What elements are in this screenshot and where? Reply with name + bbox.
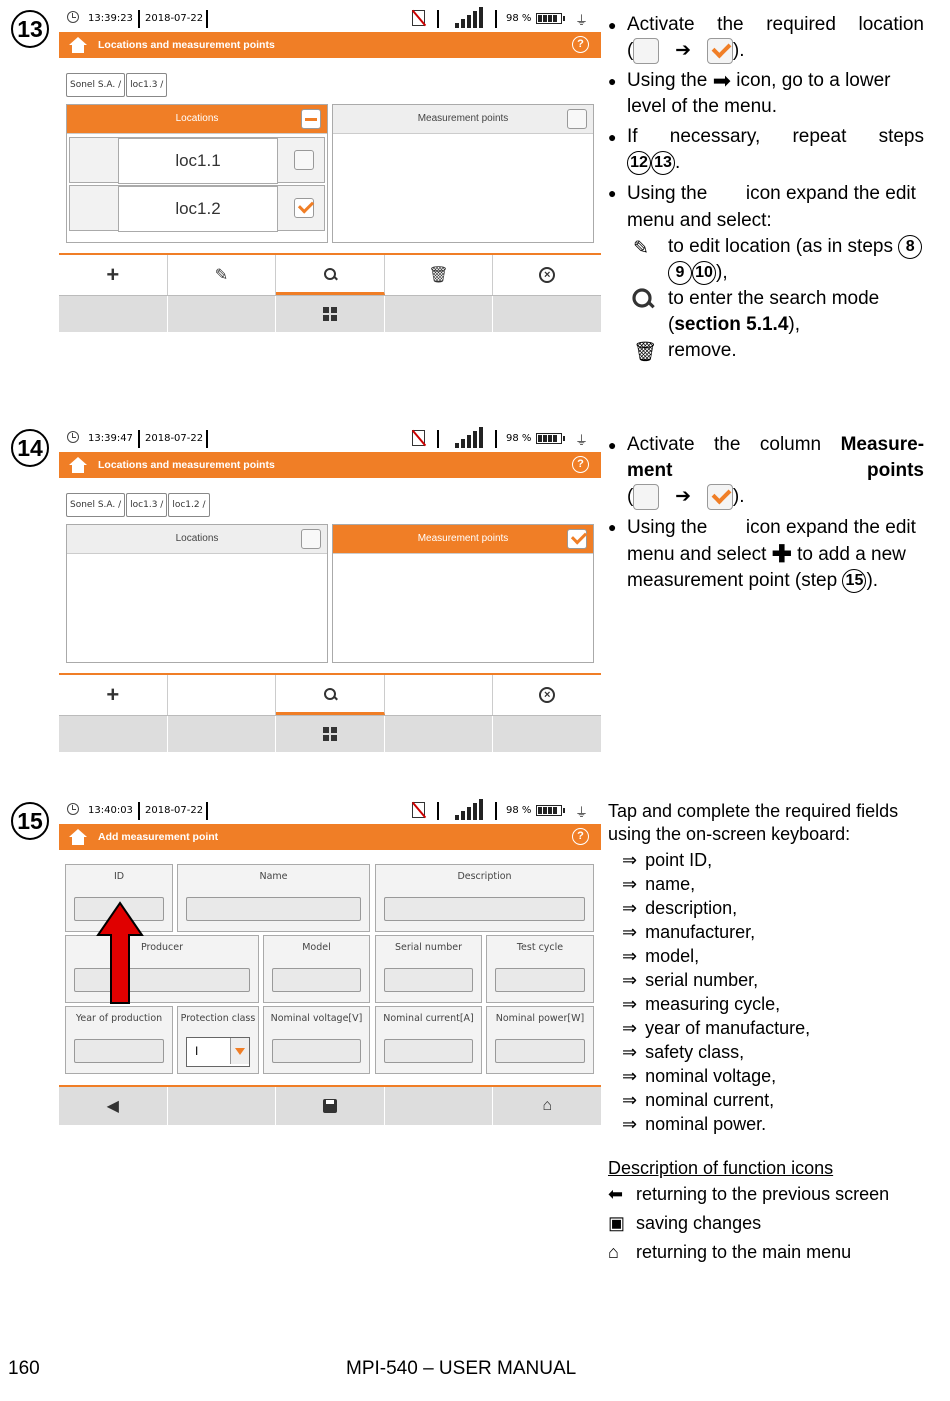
trash-icon: 🗑	[428, 267, 449, 284]
status-time: 13:39:23	[88, 13, 133, 24]
list-item[interactable]	[69, 185, 325, 231]
home-icon: ⌂	[542, 1097, 552, 1114]
step-number-13: 13	[11, 10, 49, 48]
memory-off-icon	[412, 802, 425, 818]
status-date: 2018-07-22	[145, 13, 204, 24]
arrow-left-icon: ⬅	[608, 1184, 624, 1204]
battery-percent: 98 %	[506, 433, 532, 444]
search-icon	[324, 688, 336, 700]
producer-field[interactable]: Producer	[65, 935, 259, 1003]
grid-icon	[323, 307, 337, 321]
screen-title: Locations and measurement points	[98, 459, 275, 471]
floppy-disk-icon	[323, 1099, 337, 1113]
locations-column-checkbox[interactable]	[301, 529, 321, 549]
home-button[interactable]	[493, 1087, 601, 1125]
protection-class-field[interactable]: Protection class I	[177, 1006, 259, 1074]
breadcrumb	[66, 73, 168, 97]
clock-icon	[67, 431, 79, 443]
search-icon	[632, 288, 651, 307]
page-number: 160	[8, 1358, 40, 1379]
sub-item: to enter the search mode (section 5.1.4),	[608, 286, 924, 338]
search-icon	[324, 268, 336, 280]
screen-title: Add measurement point	[98, 831, 219, 843]
checkbox-empty-icon	[633, 484, 659, 510]
list-item: ⇒ nominal voltage,	[622, 1066, 777, 1086]
grid-icon	[323, 727, 337, 741]
toolbar	[59, 673, 601, 752]
breadcrumb	[66, 493, 211, 517]
intro-text: Tap and complete the required fields using the on-screen keyboard:	[608, 801, 899, 844]
step13-instructions: ● Activate the required location ( ➔ ). ● Using the ➡ icon, go to a lower level of the menu. ● If necessary, repeat steps 12 13 . ● Using the icon expand the edit menu and select: ✎ to edit location (as in steps 89 10 ), to enter the search mode (section 5.1.4), 🗑 remove.	[608, 12, 924, 364]
list-item[interactable]	[69, 137, 325, 183]
locations-column-checkbox[interactable]	[301, 109, 321, 129]
plug-icon: ⏚	[575, 806, 589, 821]
device-screen-15	[59, 800, 601, 1126]
location-name: loc1.2	[118, 186, 278, 232]
locations-header[interactable]: Locations	[67, 525, 327, 554]
menu-button[interactable]	[276, 296, 385, 332]
list-item: ⇒ description,	[622, 898, 738, 918]
step14-instructions: ● Activate the column Measure-ment points ( ➔ ). ● Using the icon expand the edit menu and select ✚ to add a new measurement point (step 15 ).	[608, 432, 924, 594]
menu-button[interactable]	[276, 716, 385, 752]
help-icon[interactable]: ?	[572, 828, 589, 845]
screen-title: Locations and measurement points	[98, 39, 275, 51]
red-arrow-annotation	[95, 900, 145, 1006]
sub-item: 🗑 remove.	[608, 338, 924, 364]
status-date: 2018-07-22	[145, 433, 204, 444]
help-icon[interactable]: ?	[572, 456, 589, 473]
instruction-item: ● Using the ➡ icon, go to a lower level of the menu.	[608, 68, 924, 120]
status-bar	[59, 800, 601, 824]
location-name: loc1.1	[118, 138, 278, 184]
clock-icon	[67, 803, 79, 815]
battery-icon	[536, 433, 562, 444]
list-item: ⇒ point ID,	[622, 850, 713, 870]
list-item: ⇒ serial number,	[622, 970, 759, 990]
breadcrumb-item[interactable]: loc1.3 /	[126, 493, 167, 517]
toolbar	[59, 253, 601, 332]
checkbox-checked-icon	[707, 38, 733, 64]
status-date: 2018-07-22	[145, 805, 204, 816]
status-time: 13:40:03	[88, 805, 133, 816]
battery-icon	[536, 13, 562, 24]
add-button[interactable]	[59, 675, 168, 715]
year-of-production-field[interactable]: Year of production	[65, 1006, 173, 1074]
row-checkbox[interactable]	[294, 198, 314, 218]
locations-header[interactable]: Locations	[67, 105, 327, 134]
breadcrumb-item[interactable]: loc1.3 /	[126, 73, 167, 97]
measurement-points-header[interactable]: Measurement points	[333, 105, 593, 134]
plus-icon: ✚	[771, 541, 792, 569]
row-checkbox[interactable]	[294, 150, 314, 170]
title-bar	[59, 32, 601, 58]
fields-list	[608, 848, 928, 1136]
battery-percent: 98 %	[506, 13, 532, 24]
search-button[interactable]	[276, 675, 385, 715]
battery-icon	[536, 805, 562, 816]
home-icon[interactable]	[69, 37, 87, 53]
status-bar	[59, 8, 601, 32]
help-icon[interactable]: ?	[572, 36, 589, 53]
toolbar	[59, 1085, 601, 1125]
breadcrumb-item[interactable]: Sonel S.A. /	[66, 493, 125, 517]
step-number-14: 14	[11, 429, 49, 467]
plug-icon: ⏚	[575, 434, 589, 449]
legend-item: ⬅ returning to the previous screen	[608, 1180, 928, 1209]
signal-icon	[455, 800, 483, 820]
instruction-item: ● Using the icon expand the edit menu and select ✚ to add a new measurement point (step 15 ).	[608, 514, 924, 594]
id-field[interactable]: ID	[65, 864, 173, 932]
pencil-icon: ✎	[214, 267, 229, 284]
signal-icon	[455, 428, 483, 448]
list-item: ⇒ name,	[622, 874, 696, 894]
home-icon[interactable]	[69, 457, 87, 473]
home-icon[interactable]	[69, 829, 87, 845]
trash-icon: 🗑	[633, 342, 658, 364]
arrow-left-icon: ◀	[106, 1098, 119, 1115]
title-bar	[59, 452, 601, 478]
back-button[interactable]	[59, 1087, 168, 1125]
breadcrumb-item[interactable]: loc1.2 /	[168, 493, 209, 517]
name-field[interactable]: Name	[177, 864, 370, 932]
arrow-right-icon: ➡	[712, 68, 731, 94]
memory-off-icon	[412, 10, 425, 26]
sub-item: ✎ to edit location (as in steps 89 10 ),	[608, 234, 924, 286]
measurement-points-panel	[332, 104, 594, 243]
breadcrumb-item[interactable]: Sonel S.A. /	[66, 73, 125, 97]
instruction-item: ● Activate the column Measure-ment points	[608, 432, 924, 484]
instruction-item: ● Activate the required location	[608, 12, 924, 38]
instruction-item: ● If necessary, repeat steps 12 13 .	[608, 124, 924, 176]
grid-icon	[713, 180, 741, 208]
title-bar	[59, 824, 601, 850]
list-item: ⇒ nominal power.	[622, 1114, 767, 1134]
plus-icon: +	[106, 262, 120, 287]
step-number-15: 15	[11, 802, 49, 840]
checkbox-checked-icon	[707, 484, 733, 510]
chevron-down-icon	[230, 1038, 249, 1064]
protection-class-select[interactable]: I	[186, 1037, 250, 1067]
step15-instructions	[608, 800, 928, 1267]
list-item: ⇒ model,	[622, 946, 700, 966]
description-field[interactable]: Description	[375, 864, 594, 932]
edit-button[interactable]	[168, 255, 277, 295]
grid-icon	[713, 514, 741, 542]
list-item: ⇒ safety class,	[622, 1042, 745, 1062]
delete-button[interactable]	[385, 255, 494, 295]
nominal-current-field[interactable]: Nominal current[A]	[375, 1006, 482, 1074]
clock-icon	[67, 11, 79, 23]
points-column-checkbox[interactable]	[567, 109, 587, 129]
home-icon: ⌂	[608, 1242, 619, 1262]
legend-item: ⌂ returning to the main menu	[608, 1238, 928, 1267]
model-field[interactable]: Model	[263, 935, 370, 1003]
locations-panel	[66, 104, 328, 243]
serial-number-field[interactable]: Serial number	[375, 935, 482, 1003]
close-icon: ×	[539, 687, 555, 703]
device-screen-13	[59, 8, 601, 334]
memory-off-icon	[412, 430, 425, 446]
checkbox-empty-icon	[633, 38, 659, 64]
instruction-item: ● Using the icon expand the edit menu and select:	[608, 180, 924, 234]
search-button[interactable]	[276, 255, 385, 295]
icons-legend	[608, 1180, 928, 1267]
close-button[interactable]	[493, 675, 601, 715]
list-item: ⇒ year of manufacture,	[622, 1018, 811, 1038]
plus-icon: +	[106, 682, 120, 707]
legend-item: ▣ saving changes	[608, 1209, 928, 1238]
icons-heading: Description of function icons	[608, 1158, 834, 1178]
plug-icon: ⏚	[575, 14, 589, 29]
signal-icon	[455, 8, 483, 28]
save-button[interactable]	[276, 1087, 385, 1125]
close-icon: ×	[539, 267, 555, 283]
nominal-power-field[interactable]: Nominal power[W]	[486, 1006, 594, 1074]
status-time: 13:39:47	[88, 433, 133, 444]
device-screen-14	[59, 428, 601, 754]
status-bar	[59, 428, 601, 452]
close-button[interactable]	[493, 255, 601, 295]
measurement-points-header[interactable]: Measurement points	[333, 525, 593, 554]
floppy-disk-icon: ▣	[608, 1213, 626, 1233]
test-cycle-field[interactable]: Test cycle	[486, 935, 594, 1003]
list-item: ⇒ measuring cycle,	[622, 994, 781, 1014]
manual-title: MPI-540 – USER MANUAL	[346, 1358, 577, 1379]
measurement-points-panel	[332, 524, 594, 663]
locations-panel	[66, 524, 328, 663]
list-item: ⇒ manufacturer,	[622, 922, 756, 942]
add-button[interactable]	[59, 255, 168, 295]
list-item: ⇒ nominal current,	[622, 1090, 775, 1110]
battery-percent: 98 %	[506, 805, 532, 816]
pencil-icon: ✎	[633, 238, 649, 260]
points-column-checkbox[interactable]	[567, 529, 587, 549]
nominal-voltage-field[interactable]: Nominal voltage[V]	[263, 1006, 370, 1074]
